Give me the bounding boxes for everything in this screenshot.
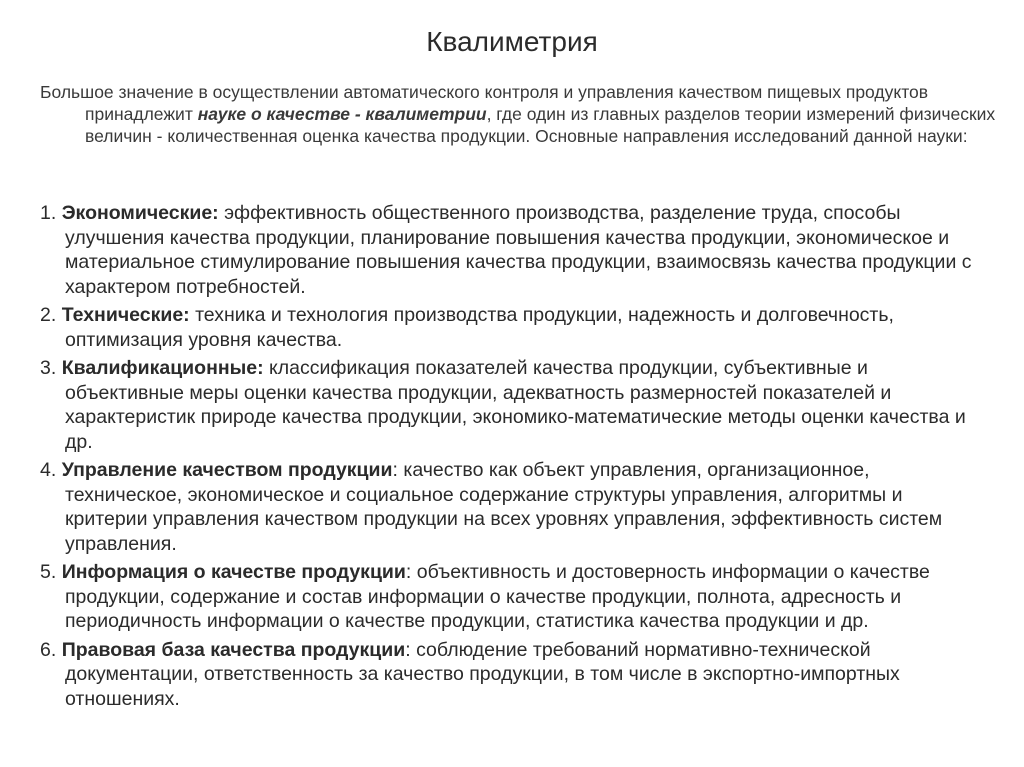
item-number: 1. <box>40 202 57 224</box>
item-number: 3. <box>40 357 62 379</box>
item-term: Технические: <box>61 304 190 326</box>
intro-text-after: , где один из главных разделов теории измерений физических величин - количественная оценка качества продукции. Основные направления исследований данной науки: <box>85 104 996 146</box>
intro-emphasis: науке о качестве - квалиметрии <box>197 104 487 124</box>
item-text: : объективность и достоверность информации о качестве продукции, содержание и состав информации о качестве продукции, полнота, адресность и периодичность информации о качестве продукции, статистика качества продукции и др. <box>65 561 930 632</box>
item-term: Информация о качестве продукции <box>61 561 406 583</box>
item-number: 2. <box>40 304 57 326</box>
list-item-qualification <box>40 356 990 454</box>
item-term: Правовая база качества продукции <box>61 638 406 661</box>
item-text: эффективность общественного производства, разделение труда, способы улучшения качества продукции, планирование повышения качества продукции, экономическое и материальное стимулирование повышения качества продукции, взаимосвязь качества продукции с характером потребностей. <box>65 202 972 298</box>
item-number: 4. <box>40 459 57 481</box>
research-directions-list <box>40 201 990 715</box>
intro-paragraph <box>40 81 1024 147</box>
item-text: техника и технология производства продукции, надежность и долговечность, оптимизация уровня качества. <box>65 304 894 351</box>
item-text: : качество как объект управления, организационное, техническое, экономическое и социальное содержание структуры управления, алгоритмы и критерии управления качеством продукции на всех уровнях управления, эффективность систем управления. <box>65 459 943 555</box>
item-term: Квалификационные: <box>61 357 264 379</box>
slide-title: Квалиметрия <box>426 26 598 57</box>
list-item-quality-management <box>40 458 990 556</box>
item-number: 6. <box>40 638 57 661</box>
list-item-economic <box>40 201 990 299</box>
list-item-technical <box>40 303 990 352</box>
item-term: Экономические: <box>61 202 219 224</box>
list-item-legal-base <box>40 638 990 712</box>
item-text: классификация показателей качества продукции, субъективные и объективные меры оценки качества продукции, адекватность размерностей показателей и характеристик природе качества продукции, экономико-математические методы оценки качества и др. <box>65 357 966 453</box>
list-item-quality-information <box>40 560 990 634</box>
item-text: : соблюдение требований нормативно-технической документации, ответственность за качество продукции, в том числе в экспортно-импортных отношениях. <box>65 638 900 710</box>
intro-text-before: Большое значение в осуществлении автоматического контроля и управления качеством пищевых продуктов принадлежит <box>40 82 929 124</box>
item-term: Управление качеством продукции <box>61 459 393 481</box>
item-number: 5. <box>40 561 62 583</box>
